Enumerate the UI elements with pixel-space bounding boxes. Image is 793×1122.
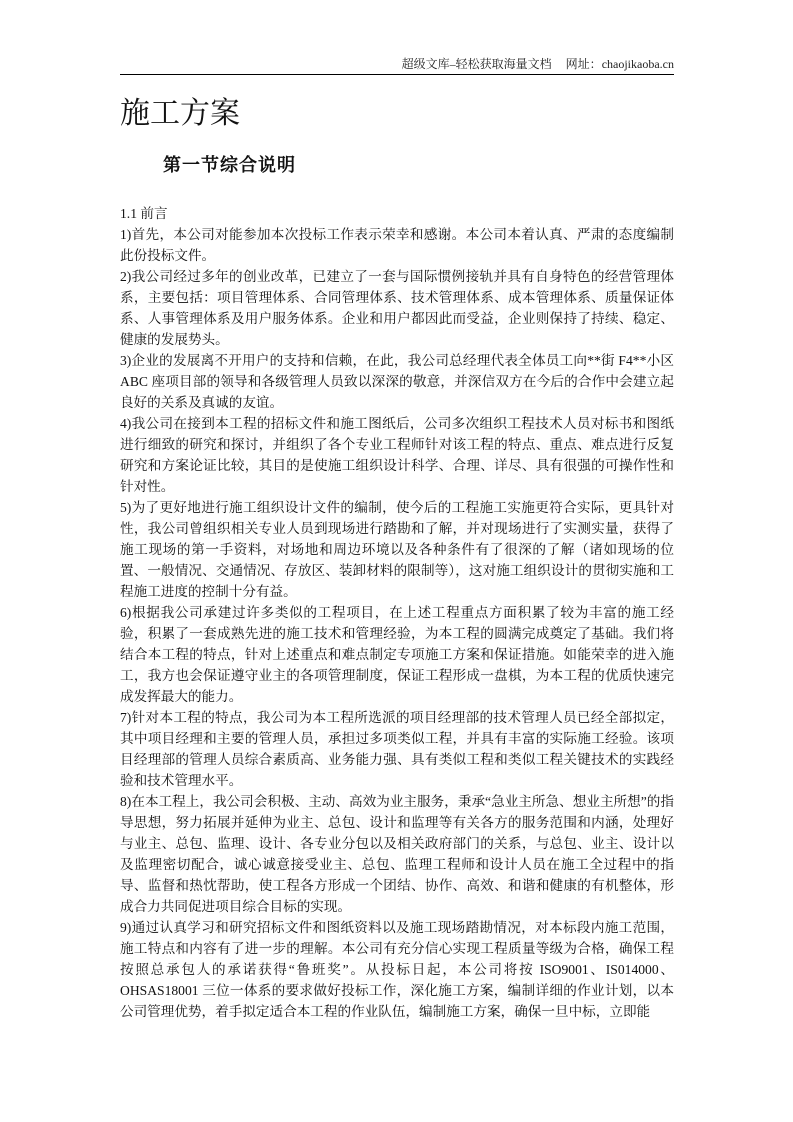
paragraph-8: 8)在本工程上，我公司会积极、主动、高效为业主服务，秉承“急业主所急、想业主所想”的指导思想，努力拓展并延伸为业主、总包、设计和监理等有关各方的服务范围和内涵，处理好与业主、总包、监理、设计、各专业分包以及相关政府部门的关系，与总包、业主、设计以及监理密切配合，诚心诚意接受业主、总包、监理工程师和设计人员在施工全过程中的指导、监督和热忱帮助，使工程各方形成一个团结、协作、高效、和谐和健康的有机整体，形成合力共同促进项目综合目标的实现。 — [120, 794, 674, 914]
paragraph-3: 3)企业的发展离不开用户的支持和信赖，在此，我公司总经理代表全体员工向**街 F4**小区 ABC 座项目部的领导和各级管理人员致以深深的敬意，并深信双方在今后的合作中会建立起良好的关系及真诚的友谊。 — [120, 353, 674, 410]
paragraph-4: 4)我公司在接到本工程的招标文件和施工图纸后，公司多次组织工程技术人员对标书和图纸进行细致的研究和探讨，并组织了各个专业工程师针对该工程的特点、重点、难点进行反复研究和方案论证比较，其目的是使施工组织设计科学、合理、详尽、具有很强的可操作性和针对性。 — [120, 416, 674, 494]
document-body — [120, 203, 674, 1022]
paragraph-2: 2)我公司经过多年的创业改革，已建立了一套与国际惯例接轨并具有自身特色的经营管理体系，主要包括：项目管理体系、合同管理体系、技术管理体系、成本管理体系、质量保证体系、人事管理体系及用户服务体系。企业和用户都因此而受益，企业则保持了持续、稳定、健康的发展势头。 — [120, 269, 674, 347]
paragraph-9: 9)通过认真学习和研究招标文件和图纸资料以及施工现场踏勘情况，对本标段内施工范围，施工特点和内容有了进一步的理解。本公司有充分信心实现工程质量等级为合格，确保工程按照总承包人的承诺获得“鲁班奖”。从投标日起，本公司将按 ISO9001、IS014000、OHSAS18001 三位一体系的要求做好投标工作，深化施工方案，编制详细的作业计划，以本公司管理优势，着手拟定适合本工程的作业队伍，编制施工方案，确保一旦中标，立即能 — [120, 920, 674, 1019]
paragraph-6: 6)根据我公司承建过许多类似的工程项目，在上述工程重点方面积累了较为丰富的施工经验，积累了一套成熟先进的施工技术和管理经验，为本工程的圆满完成奠定了基础。我们将结合本工程的特点，针对上述重点和难点制定专项施工方案和保证措施。如能荣幸的进入施工，我方也会保证遵守业主的各项管理制度，保证工程形成一盘棋，为本工程的优质快速完成发挥最大的能力。 — [120, 605, 674, 704]
paragraph-7: 7)针对本工程的特点，我公司为本工程所选派的项目经理部的技术管理人员已经全部拟定，其中项目经理和主要的管理人员，承担过多项类似工程，并具有丰富的实际施工经验。该项目经理部的管理人员综合素质高、业务能力强、具有类似工程和类似工程关键技术的实践经验和技术管理水平。 — [120, 710, 674, 788]
subsection-heading: 1.1 前言 — [120, 206, 168, 221]
header-site-name: 超级文库–轻松获取海量文档 — [401, 57, 552, 71]
header-url-label: 网址： — [565, 57, 602, 71]
page-header — [120, 57, 674, 75]
document-title: 施工方案 — [120, 97, 240, 130]
section-title: 第一节综合说明 — [163, 155, 296, 176]
paragraph-5: 5)为了更好地进行施工组织设计文件的编制，使今后的工程施工实施更符合实际，更具针对性，我公司曾组织相关专业人员到现场进行踏勘和了解，并对现场进行了实测实量，获得了施工现场的第一手资料，对场地和周边环境以及各种条件有了很深的了解（诸如现场的位置、一般情况、交通情况、存放区、装卸材料的限制等），这对施工组织设计的贯彻实施和工程施工进度的控制十分有益。 — [120, 500, 674, 599]
paragraph-1: 1)首先，本公司对能参加本次投标工作表示荣幸和感谢。本公司本着认真、严肃的态度编制此份投标文件。 — [120, 227, 674, 263]
header-url: chaojikaoba.cn — [601, 57, 674, 71]
